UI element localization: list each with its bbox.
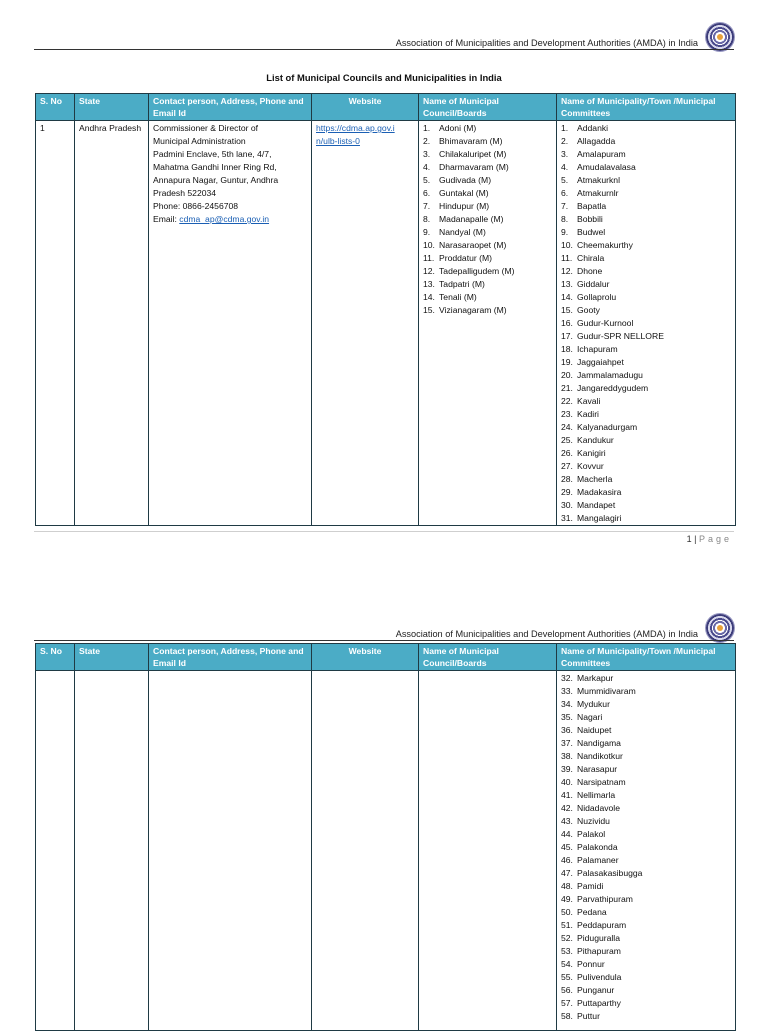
council-item [423,200,552,213]
list-number: 13. [561,279,573,289]
list-number: 46. [561,855,573,865]
list-item-name: Madanapalle (M) [439,214,504,224]
list-item-name: Palamaner [577,855,619,865]
list-number: 21. [561,383,573,393]
list-item-name: Mandapet [577,500,616,510]
amda-logo [706,614,734,642]
list-number: 15. [561,305,573,315]
contact-line: Pradesh 522034 [153,188,217,198]
town-item [561,369,731,382]
list-item-name: Nuzividu [577,816,610,826]
col-header-towns: Name of Municipality/Town /Municipal Committees [557,644,736,671]
list-item-name: Nandyal (M) [439,227,486,237]
list-number: 11. [561,253,573,263]
list-item-name: Hindupur (M) [439,201,490,211]
list-item-name: Vizianagaram (M) [439,305,507,315]
list-item-name: Amudalavalasa [577,162,636,172]
council-item [423,213,552,226]
town-item [561,239,731,252]
document-page-2 [0,584,768,1024]
list-item-name: Tadepalligudem (M) [439,266,515,276]
list-item-name: Punganur [577,985,615,995]
list-item-name: Atmakurknl [577,175,620,185]
town-item [561,148,731,161]
list-item-name: Nidadavole [577,803,620,813]
list-item-name: Kovvur [577,461,604,471]
col-header-contact: Contact person, Address, Phone and Email Id [149,94,312,121]
list-item-name: Budwel [577,227,606,237]
list-number: 25. [561,435,573,445]
list-number: 54. [561,959,573,969]
col-header-councils: Name of Municipal Council/Boards [419,94,557,121]
running-header: Association of Municipalities and Development Authorities (AMDA) in India [395,38,698,48]
town-item [561,330,731,343]
list-number: 43. [561,816,573,826]
list-number: 42. [561,803,573,813]
list-number: 30. [561,500,573,510]
list-item-name: Peddapuram [577,920,627,930]
cell-website [312,121,419,526]
list-number: 37. [561,738,573,748]
town-item [561,763,731,776]
list-item-name: Palakonda [577,842,618,852]
footer-rule [34,531,734,532]
list-number: 39. [561,764,573,774]
list-number: 58. [561,1011,573,1021]
town-item [561,698,731,711]
town-item [561,226,731,239]
list-number: 47. [561,868,573,878]
list-item-name: Jangareddygudem [577,383,649,393]
list-item-name: Gooty [577,305,600,315]
town-item [561,213,731,226]
list-item-name: Nandigama [577,738,621,748]
contact-line: Phone: 0866-2456708 [153,201,239,211]
contact-line: Mahatma Gandhi Inner Ring Rd, [153,162,277,172]
list-number: 2. [561,136,569,146]
town-item [561,408,731,421]
list-item-name: Narasapur [577,764,618,774]
list-number: 10. [423,240,435,250]
list-item-name: Pulivendula [577,972,622,982]
list-item-name: Jammalamadugu [577,370,643,380]
town-item [561,434,731,447]
list-number: 32. [561,673,573,683]
town-item [561,776,731,789]
town-list [561,122,731,525]
council-item [423,148,552,161]
list-number: 38. [561,751,573,761]
town-item [561,473,731,486]
list-item-name: Narasaraopet (M) [439,240,507,250]
list-number: 23. [561,409,573,419]
list-item-name: Macherla [577,474,613,484]
list-item-name: Dhone [577,266,603,276]
list-number: 26. [561,448,573,458]
list-number: 41. [561,790,573,800]
council-item [423,187,552,200]
list-number: 17. [561,331,573,341]
list-number: 34. [561,699,573,709]
town-list-continued [561,672,731,1023]
website-line-1: https://cdma.ap.gov.i [316,123,395,133]
town-item [561,841,731,854]
list-item-name: Palakol [577,829,606,839]
list-number: 12. [561,266,573,276]
list-number: 29. [561,487,573,497]
list-number: 7. [423,201,431,211]
list-number: 3. [561,149,569,159]
list-number: 3. [423,149,431,159]
list-number: 31. [561,513,573,523]
town-item [561,278,731,291]
contact-line: Annapura Nagar, Guntur, Andhra [153,175,279,185]
page-word: Page [698,534,732,544]
email-link[interactable]: cdma_ap@cdma.gov.in [179,214,270,224]
municipal-table-page-1 [35,93,736,526]
list-item-name: Addanki [577,123,609,133]
town-item [561,174,731,187]
list-number: 40. [561,777,573,787]
list-item-name: Amalapuram [577,149,626,159]
list-number: 48. [561,881,573,891]
cell-councils [419,671,557,1031]
list-item-name: Pedana [577,907,607,917]
list-item-name: Markapur [577,673,614,683]
list-item-name: Cheemakurthy [577,240,633,250]
email-label: Email: [153,214,180,224]
page-footer [687,534,732,544]
town-item [561,958,731,971]
town-item [561,265,731,278]
list-item-name: Nagari [577,712,603,722]
town-item [561,880,731,893]
contact-address [153,122,307,213]
list-item-name: Mydukur [577,699,610,709]
col-header-contact: Contact person, Address, Phone and Email Id [149,644,312,671]
town-item [561,122,731,135]
list-number: 1. [423,123,431,133]
list-number: 20. [561,370,573,380]
list-item-name: Proddatur (M) [439,253,493,263]
list-number: 35. [561,712,573,722]
document-title: List of Municipal Councils and Municipalities in India [266,72,502,83]
list-number: 9. [423,227,431,237]
council-item [423,278,552,291]
town-item [561,395,731,408]
town-item [561,187,731,200]
table-header-row [36,94,736,121]
list-number: 6. [561,188,569,198]
contact-line: Padmini Enclave, 5th lane, 4/7, [153,149,272,159]
contact-email-line [153,213,307,226]
list-item-name: Chirala [577,253,605,263]
council-item [423,174,552,187]
town-item [561,343,731,356]
council-item [423,239,552,252]
list-item-name: Parvathipuram [577,894,633,904]
town-item [561,421,731,434]
col-header-sno: S. No [36,94,75,121]
town-item [561,447,731,460]
list-item-name: Kandukur [577,435,614,445]
cell-sno: 1 [36,121,75,526]
contact-line: Municipal Administration [153,136,246,146]
col-header-website: Website [312,94,419,121]
list-item-name: Kadiri [577,409,599,419]
list-number: 56. [561,985,573,995]
list-number: 10. [561,240,573,250]
cell-councils [419,121,557,526]
town-item [561,906,731,919]
list-item-name: Tadpatri (M) [439,279,485,289]
town-item [561,672,731,685]
list-item-name: Ichapuram [577,344,618,354]
municipal-table-page-2 [35,643,736,1031]
list-number: 11. [423,253,435,263]
list-item-name: Ponnur [577,959,605,969]
list-item-name: Piduguralla [577,933,620,943]
town-item [561,711,731,724]
town-item [561,486,731,499]
col-header-sno: S. No [36,644,75,671]
list-number: 13. [423,279,435,289]
list-number: 27. [561,461,573,471]
page-number: 1 [686,534,692,544]
list-number: 4. [423,162,431,172]
town-item [561,932,731,945]
list-number: 55. [561,972,573,982]
list-number: 9. [561,227,569,237]
town-item [561,382,731,395]
col-header-towns: Name of Municipality/Town /Municipal Committees [557,94,736,121]
council-item [423,122,552,135]
list-number: 5. [561,175,569,185]
town-item [561,854,731,867]
list-item-name: Gudur-Kurnool [577,318,634,328]
council-item [423,135,552,148]
list-item-name: Mummidivaram [577,686,636,696]
list-item-name: Allagadda [577,136,616,146]
list-number: 5. [423,175,431,185]
amda-logo [706,23,734,51]
list-number: 12. [423,266,435,276]
list-item-name: Chilakaluripet (M) [439,149,507,159]
list-item-name: Puttaparthy [577,998,621,1008]
table-header-row [36,644,736,671]
council-item [423,161,552,174]
list-number: 36. [561,725,573,735]
list-item-name: Bhimavaram (M) [439,136,503,146]
list-item-name: Pamidi [577,881,604,891]
list-item-name: Nandikotkur [577,751,623,761]
cell-towns [557,671,736,1031]
list-number: 15. [423,305,435,315]
list-item-name: Kanigiri [577,448,606,458]
list-number: 52. [561,933,573,943]
header-rule [34,640,734,641]
list-number: 24. [561,422,573,432]
list-number: 19. [561,357,573,367]
website-link[interactable] [316,122,414,148]
town-item [561,1010,731,1023]
cell-contact [149,671,312,1031]
list-number: 4. [561,162,569,172]
list-number: 50. [561,907,573,917]
town-item [561,737,731,750]
col-header-website: Website [312,644,419,671]
list-item-name: Gollaprolu [577,292,617,302]
list-number: 14. [561,292,573,302]
list-item-name: Madakasira [577,487,622,497]
town-item [561,997,731,1010]
council-item [423,265,552,278]
town-item [561,893,731,906]
list-item-name: Bobbili [577,214,603,224]
list-number: 8. [561,214,569,224]
list-number: 16. [561,318,573,328]
list-number: 28. [561,474,573,484]
council-list [423,122,552,317]
town-item [561,356,731,369]
council-item [423,226,552,239]
list-number: 53. [561,946,573,956]
town-item [561,919,731,932]
council-item [423,291,552,304]
town-item [561,867,731,880]
list-item-name: Nellimarla [577,790,616,800]
list-item-name: Pithapuram [577,946,621,956]
town-item [561,161,731,174]
col-header-councils: Name of Municipal Council/Boards [419,644,557,671]
list-number: 1. [561,123,569,133]
list-item-name: Adoni (M) [439,123,477,133]
town-item [561,945,731,958]
town-item [561,304,731,317]
list-number: 6. [423,188,431,198]
town-item [561,291,731,304]
list-item-name: Guntakal (M) [439,188,489,198]
list-item-name: Giddalur [577,279,610,289]
list-number: 49. [561,894,573,904]
list-number: 18. [561,344,573,354]
list-number: 22. [561,396,573,406]
town-item [561,724,731,737]
list-item-name: Tenali (M) [439,292,477,302]
page-gap [0,560,768,584]
contact-line: Commissioner & Director of [153,123,259,133]
town-item [561,512,731,525]
town-item [561,135,731,148]
list-item-name: Naidupet [577,725,612,735]
list-item-name: Gudur-SPR NELLORE [577,331,664,341]
list-item-name: Bapatla [577,201,607,211]
town-item [561,971,731,984]
list-item-name: Puttur [577,1011,600,1021]
list-number: 14. [423,292,435,302]
list-item-name: Mangalagiri [577,513,622,523]
website-line-2: n/ulb-lists-0 [316,136,360,146]
cell-state [75,671,149,1031]
page-separator: | [691,534,699,544]
table-row [36,671,736,1031]
town-item [561,828,731,841]
council-item [423,304,552,317]
town-item [561,499,731,512]
town-item [561,750,731,763]
list-number: 51. [561,920,573,930]
cell-contact [149,121,312,526]
list-number: 45. [561,842,573,852]
town-item [561,317,731,330]
town-item [561,252,731,265]
header-rule [34,49,734,50]
list-item-name: Kavali [577,396,601,406]
list-item-name: Gudivada (M) [439,175,492,185]
town-item [561,984,731,997]
town-item [561,815,731,828]
list-number: 33. [561,686,573,696]
council-item [423,252,552,265]
town-item [561,200,731,213]
town-item [561,802,731,815]
list-number: 2. [423,136,431,146]
list-number: 7. [561,201,569,211]
list-item-name: Jaggaiahpet [577,357,624,367]
town-item [561,685,731,698]
list-item-name: Atmakurnlr [577,188,619,198]
col-header-state: State [75,644,149,671]
list-item-name: Kalyanadurgam [577,422,638,432]
list-item-name: Narsipatnam [577,777,626,787]
list-number: 44. [561,829,573,839]
list-item-name: Palasakasibugga [577,868,643,878]
town-item [561,460,731,473]
running-header: Association of Municipalities and Development Authorities (AMDA) in India [395,629,698,639]
cell-sno [36,671,75,1031]
col-header-state: State [75,94,149,121]
table-row [36,121,736,526]
cell-state: Andhra Pradesh [75,121,149,526]
cell-towns [557,121,736,526]
list-number: 8. [423,214,431,224]
list-item-name: Dharmavaram (M) [439,162,509,172]
list-number: 57. [561,998,573,1008]
cell-website [312,671,419,1031]
town-item [561,789,731,802]
